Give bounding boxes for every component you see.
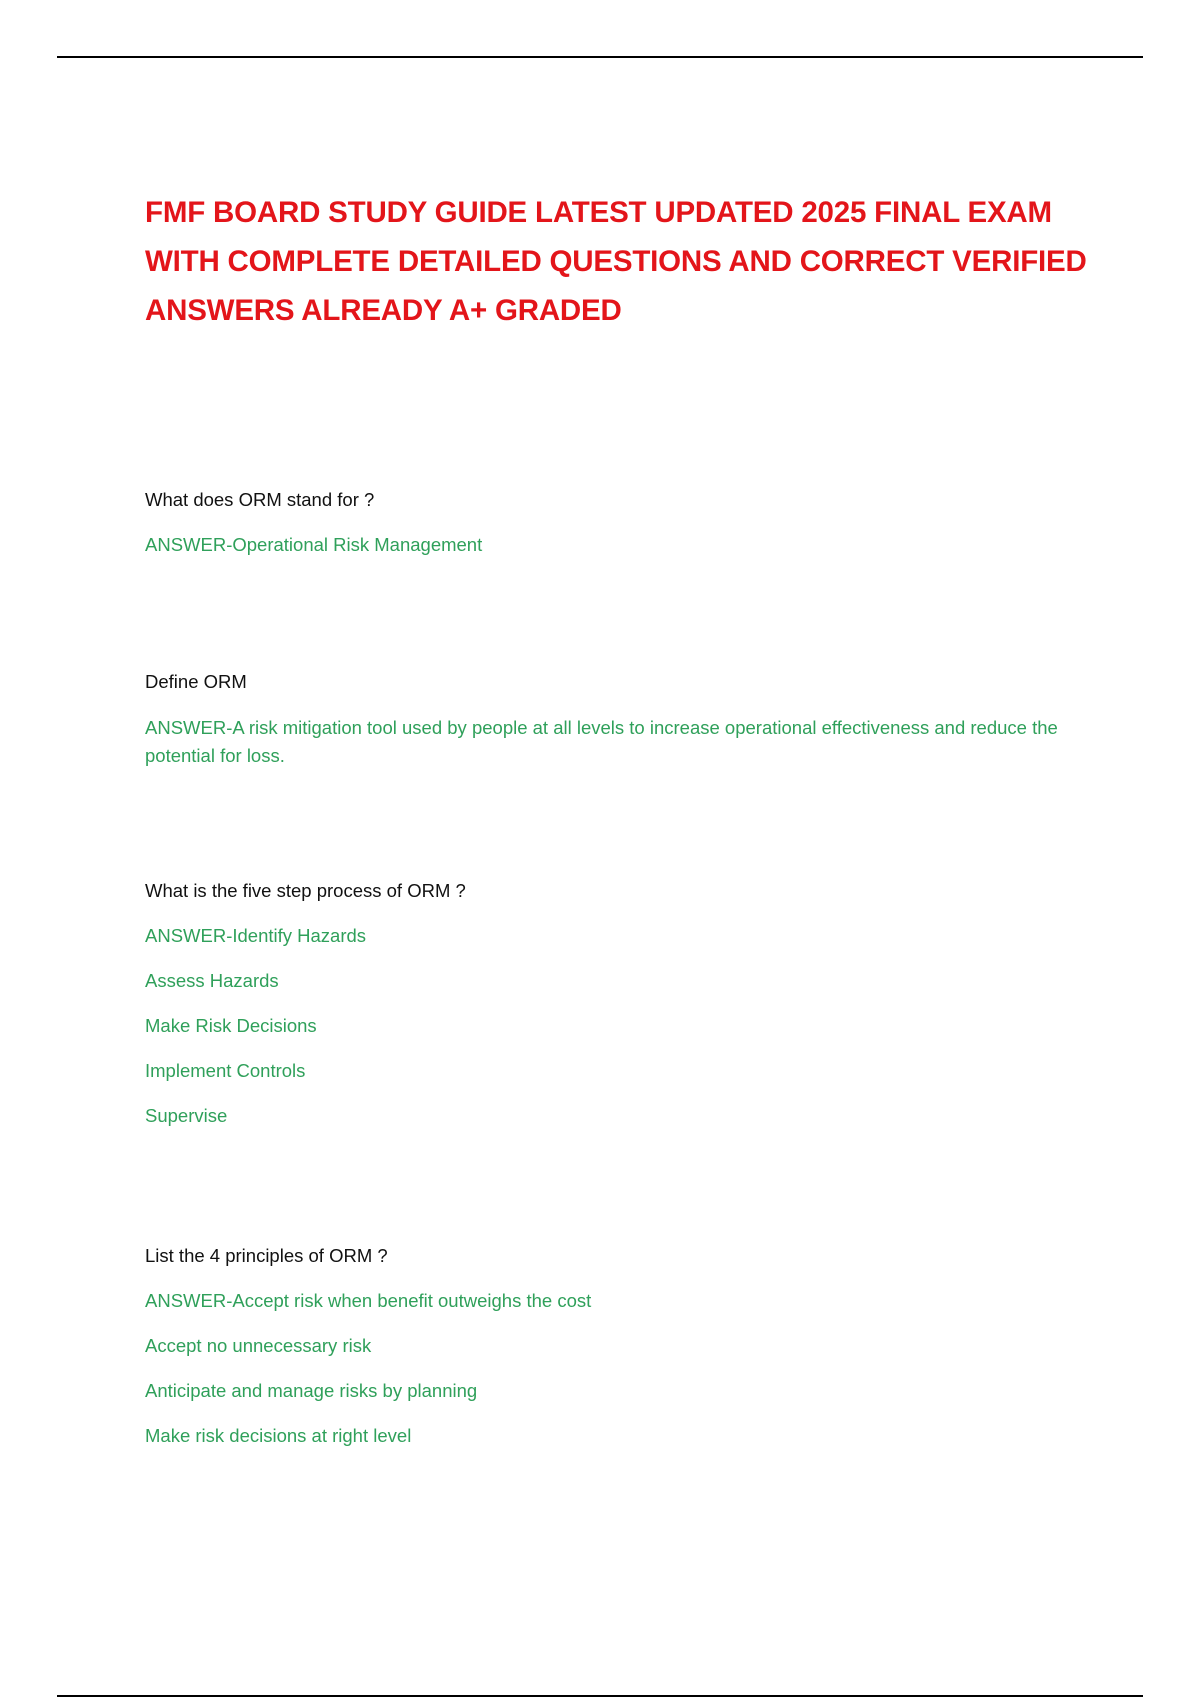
qa-item xyxy=(145,879,1085,1149)
question-text: List the 4 principles of ORM ? xyxy=(145,1245,388,1266)
header-rule xyxy=(57,56,1143,58)
question-text: What is the five step process of ORM ? xyxy=(145,880,466,901)
answer-paragraph: ANSWER-A risk mitigation tool used by people at all levels to increase operational effectiveness and reduce the potential for loss. xyxy=(145,717,1058,766)
answer-line: Assess Hazards xyxy=(145,970,279,991)
answer-line: ANSWER-Operational Risk Management xyxy=(145,534,483,555)
document-title: FMF BOARD STUDY GUIDE LATEST UPDATED 2025 FINAL EXAM WITH COMPLETE DETAILED QUESTIONS AND CORRECT VERIFIED ANSWERS ALREADY A+ GRADED xyxy=(145,196,1087,327)
answer-line: ANSWER-Identify Hazards xyxy=(145,925,367,946)
question-text: Define ORM xyxy=(145,671,247,692)
qa-item xyxy=(145,488,1085,578)
answer-line: Make Risk Decisions xyxy=(145,1015,317,1036)
answer-block xyxy=(145,924,1085,1128)
qa-item xyxy=(145,670,1085,770)
answer-block xyxy=(145,533,1085,557)
qa-item xyxy=(145,1244,1085,1469)
answer-line: Accept no unnecessary risk xyxy=(145,1335,372,1356)
question-text: What does ORM stand for ? xyxy=(145,489,375,510)
answer-block xyxy=(145,1289,1085,1448)
answer-line: ANSWER-Accept risk when benefit outweighs the cost xyxy=(145,1290,592,1311)
answer-line: Implement Controls xyxy=(145,1060,306,1081)
answer-line: Make risk decisions at right level xyxy=(145,1425,412,1446)
answer-line: Anticipate and manage risks by planning xyxy=(145,1380,478,1401)
footer-rule xyxy=(57,1695,1143,1697)
answer-line: Supervise xyxy=(145,1105,228,1126)
